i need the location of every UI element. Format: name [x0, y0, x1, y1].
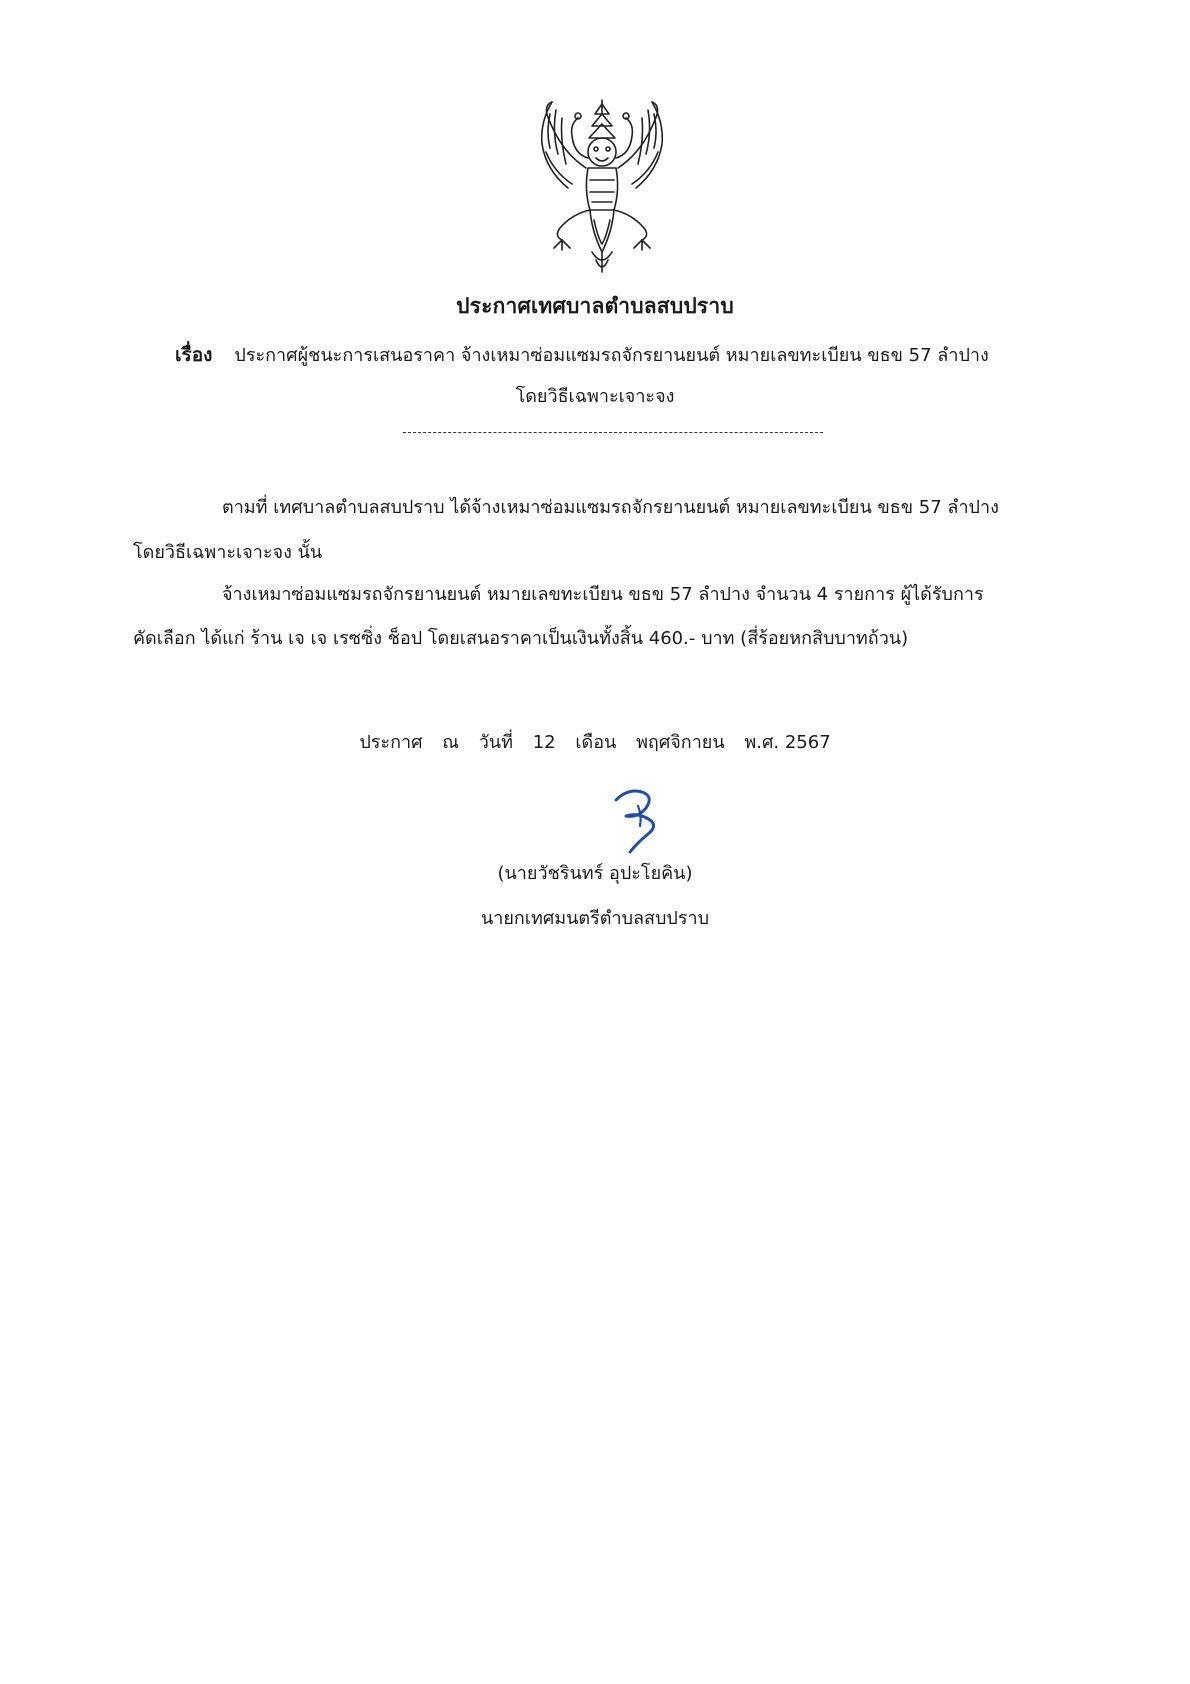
dashed-divider — [403, 432, 823, 433]
subject-line — [175, 340, 989, 370]
announce-word: ประกาศ — [359, 732, 423, 753]
year-value: พ.ศ. 2567 — [744, 732, 831, 753]
month-word: เดือน — [575, 732, 617, 753]
announcement-heading: ประกาศเทศบาลตำบลสบปราบ — [456, 294, 734, 318]
subject-continuation: โดยวิธีเฉพาะเจาะจง — [515, 386, 675, 407]
paragraph-1-line-2: โดยวิธีเฉพาะเจาะจง นั้น — [133, 542, 323, 563]
garuda-emblem-icon — [532, 92, 672, 278]
paragraph-2-line-1: จ้างเหมาซ่อมแซมรถจักรยานยนต์ หมายเลขทะเบียน ขธข 57 ลำปาง จำนวน 4 รายการ ผู้ได้รับการ — [222, 584, 984, 605]
subject-label: เรื่อง — [175, 344, 213, 366]
signer-name: (นายวัชรินทร์ อุปะโยคิน) — [497, 863, 693, 884]
month-value: พฤศจิกายน — [636, 732, 725, 753]
day-value: 12 — [532, 732, 556, 753]
paragraph-1-line-1: ตามที่ เทศบาลตำบลสบปราบ ได้จ้างเหมาซ่อมแซมรถจักรยานยนต์ หมายเลขทะเบียน ขธข 57 ลำปาง — [222, 497, 999, 518]
signature-icon — [608, 786, 668, 856]
subject-text: ประกาศผู้ชนะการเสนอราคา จ้างเหมาซ่อมแซมรถจักรยานยนต์ หมายเลขทะเบียน ขธข 57 ลำปาง — [234, 345, 989, 366]
paragraph-2-line-2: คัดเลือก ได้แก่ ร้าน เจ เจ เรซซิ่ง ช็อป โดยเสนอราคาเป็นเงินทั้งสิ้น 460.- บาท (สี่ร้อยหกสิบบาทถ้วน) — [133, 628, 909, 649]
at-word: ณ — [442, 732, 459, 753]
signer-title: นายกเทศมนตรีตำบลสบปราบ — [480, 908, 710, 929]
announcement-date — [0, 727, 1190, 756]
day-word: วันที่ — [478, 732, 513, 753]
